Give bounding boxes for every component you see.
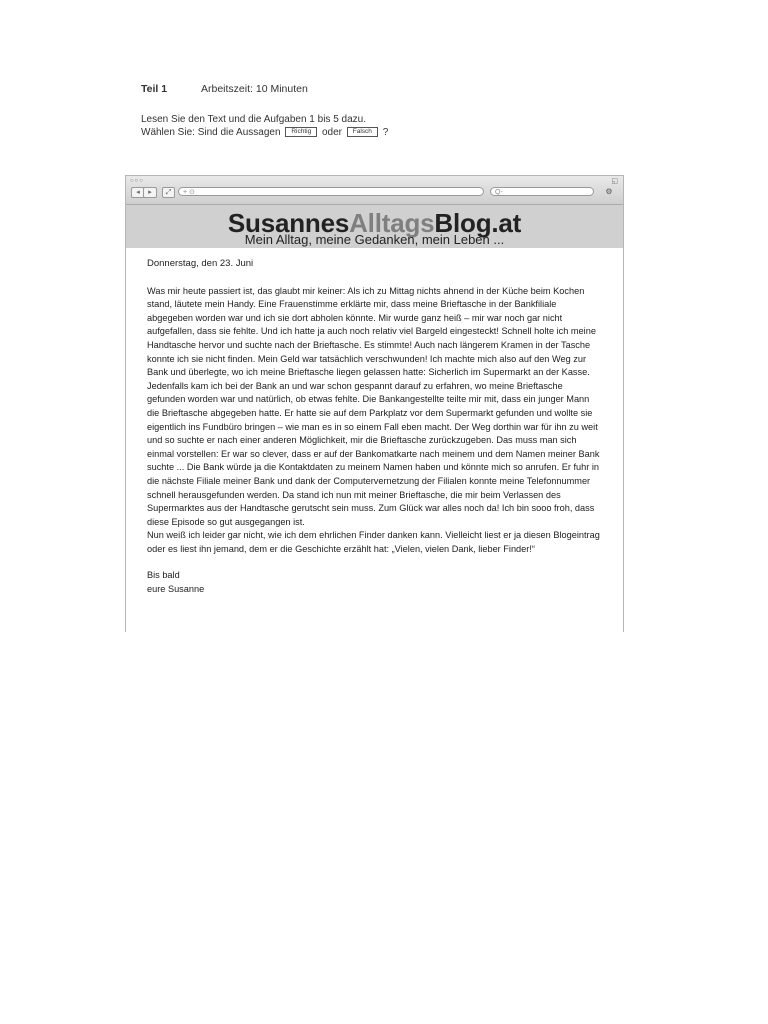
- forward-arrow-icon[interactable]: ▸: [143, 187, 157, 198]
- arbeitszeit-label: Arbeitszeit: 10 Minuten: [201, 83, 308, 95]
- blog-banner: [126, 205, 623, 248]
- signoff: [147, 569, 602, 596]
- option-falsch-box: Falsch: [347, 127, 378, 137]
- instruction-line-1: Lesen Sie den Text und die Aufgaben 1 bis 5 dazu.: [141, 114, 366, 125]
- signoff-greeting: Bis bald: [147, 570, 180, 581]
- instruction-line-2: [141, 127, 388, 138]
- plus-icon: +: [183, 189, 188, 196]
- expand-icon[interactable]: ⤢: [162, 187, 175, 198]
- back-arrow-icon[interactable]: ◂: [131, 187, 145, 198]
- globe-icon: ⊙: [189, 189, 195, 196]
- post-date: Donnerstag, den 23. Juni: [147, 258, 254, 269]
- address-bar[interactable]: [178, 187, 484, 196]
- option-separator: oder: [321, 127, 342, 138]
- browser-window: [125, 175, 624, 632]
- task-header: [141, 83, 308, 95]
- post-paragraph: Was mir heute passiert ist, das glaubt mir keiner: Als ich zu Mittag nichts ahnend in der Küche beim Kochen stand, läutete mein Handy. Eine Frauenstimme erklärte mir, dass meine Brieftasche in der Bankfiliale abgegeben worden war und ich sie dort abholen könnte. Mir wurde ganz heiß – mir war noch gar nicht aufgefallen, dass sie fehlte. Und ich hatte ja auch noch relativ viel Bargeld eingesteckt! Schnell holte ich meine Handtasche hervor und suchte nach der Brieftasche. Es stimmte! Auch nach längerem Kramen in der Tasche konnte ich sie nicht finden. Mein Geld war tatsächlich verschwunden! Ich machte mich also auf den Weg zur Bank und überlegte, wo ich meine Brieftasche liegen gelassen hatte: Sicherlich im Supermarkt an der Kasse. Jedenfalls kam ich bei der Bank an und war schon gespannt darauf zu erfahren, wo meine Brieftasche gefunden worden war und natürlich, ob etwas fehlte. Die Bankangestellte teilte mir mit, dass ein junger Mann die Brieftasche abgegeben hatte. Er hatte sie auf dem Parkplatz vor dem Supermarkt gefunden und wollte sie eigentlich ins Fundbüro bringen – wie man es in so einem Fall eben macht. Der Weg dorthin war für ihn zu weit und so suchte er nach einer anderen Möglichkeit, mir die Brieftasche zurückzugeben. Das muss man sich einmal vorstellen: Er war so clever, dass er auf der Bankomatkarte nach meinem und dem Namen meiner Bank suchte ... Die Bank würde ja die Kontaktdaten zu meinem Namen haben und könnte mich so anrufen. Er fuhr in die nächste Filiale meiner Bank und dank der Computervernetzung der Filialen konnte meine Telefonnummer schnell herausgefunden werden. Da stand ich nun mit meiner Brieftasche, die mir beim Verlassen des Supermarktes aus der Handtasche gerutscht sein muss. Zum Glück war alles noch da! Ich bin sooo froh, dass diese Episode so gut ausgegangen ist.: [147, 285, 600, 527]
- gear-icon[interactable]: ⚙: [605, 187, 613, 196]
- teil-label: Teil 1: [141, 83, 168, 95]
- blog-title-part-2: Alltags: [349, 208, 435, 238]
- question-mark: ?: [382, 127, 389, 138]
- resize-corner-icon[interactable]: ◱: [611, 178, 618, 185]
- blog-post: [126, 248, 623, 597]
- instruction-text: Wählen Sie: Sind die Aussagen: [141, 127, 281, 138]
- window-controls-icon[interactable]: ○○○: [130, 178, 144, 184]
- blog-title-part-3: Blog.at: [434, 208, 522, 238]
- option-richtig-box: Richtig: [285, 127, 317, 137]
- signoff-name: eure Susanne: [147, 584, 205, 595]
- blog-title-part-1: Susannes: [227, 208, 350, 238]
- post-paragraph: Nun weiß ich leider gar nicht, wie ich dem ehrlichen Finder danken kann. Vielleicht liest er ja diesen Blogeintrag oder es liest ihn jemand, dem er die Geschichte erzählt hat: „Vielen, vielen Dank, lieber Finder!“: [147, 530, 600, 554]
- browser-toolbar: [126, 176, 623, 205]
- search-input[interactable]: Q-: [490, 187, 594, 196]
- blog-tagline: Mein Alltag, meine Gedanken, mein Leben ...: [244, 232, 505, 247]
